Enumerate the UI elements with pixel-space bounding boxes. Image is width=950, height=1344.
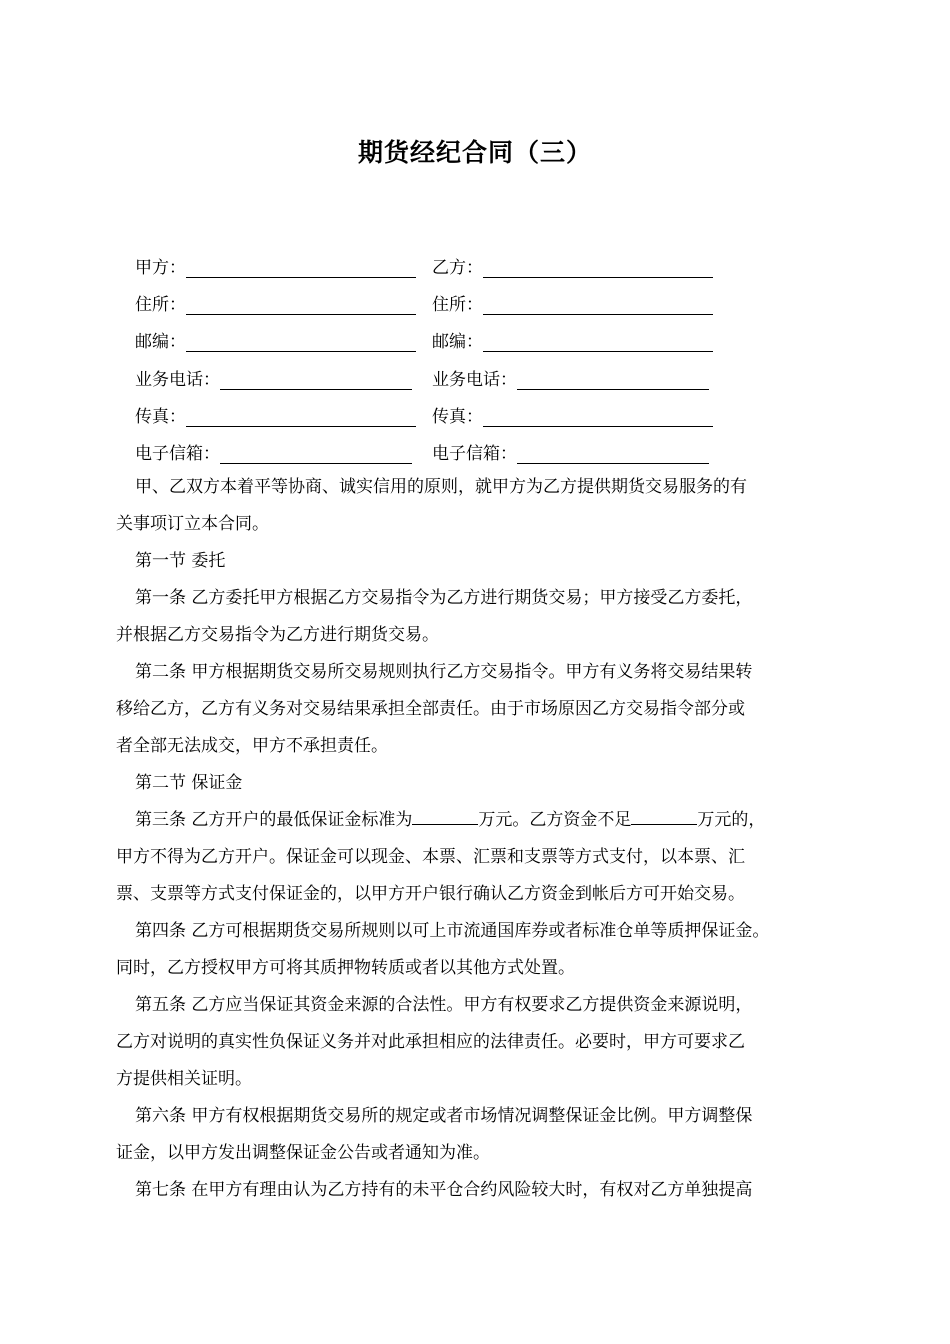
insufficient-fund-blank[interactable] [631, 806, 697, 825]
party-b-fax-blank[interactable] [483, 408, 713, 427]
party-a-postcode-label: 邮编： [135, 332, 186, 352]
article-5-line-1: 第五条 乙方应当保证其资金来源的合法性。甲方有权要求乙方提供资金来源说明， [135, 995, 753, 1015]
document-title: 期货经纪合同（三） [357, 138, 592, 167]
party-a-blank[interactable] [186, 259, 416, 278]
intro-line-2: 关事项订立本合同。 [116, 514, 269, 534]
article-3-line-1 [116, 802, 836, 839]
party-a-email-blank[interactable] [220, 445, 412, 464]
party-b-phone-blank[interactable] [517, 371, 709, 390]
section-2-heading: 第二节 保证金 [135, 773, 243, 793]
min-deposit-blank[interactable] [412, 806, 478, 825]
party-b-address-blank[interactable] [483, 296, 713, 315]
article-7-line-1: 第七条 在甲方有理由认为乙方持有的未平仓合约风险较大时，有权对乙方单独提高 [135, 1180, 753, 1200]
party-row-address [0, 290, 950, 320]
article-5-line-3: 方提供相关证明。 [116, 1069, 252, 1089]
party-b-phone-label: 业务电话： [432, 370, 517, 390]
article-4-line-1: 第四条 乙方可根据期货交易所规则以可上市流通国库券或者标准仓单等质押保证金。 [135, 921, 770, 941]
article-2-line-3: 者全部无法成交，甲方不承担责任。 [116, 736, 388, 756]
party-a-label: 甲方： [135, 258, 186, 278]
party-a-fax-blank[interactable] [186, 408, 416, 427]
party-a-email-label: 电子信箱： [135, 444, 220, 464]
article-6-line-2: 证金，以甲方发出调整保证金公告或者通知为准。 [116, 1143, 490, 1163]
party-row-fax [0, 402, 950, 432]
party-b-address-label: 住所： [432, 295, 483, 315]
party-b-label: 乙方： [432, 258, 483, 278]
party-a-postcode-blank[interactable] [186, 333, 416, 352]
party-b-postcode-blank[interactable] [483, 333, 713, 352]
party-row-postcode [0, 327, 950, 357]
article-2-line-2: 移给乙方，乙方有义务对交易结果承担全部责任。由于市场原因乙方交易指令部分或 [116, 699, 745, 719]
section-1-heading: 第一节 委托 [135, 551, 226, 571]
party-a-address-label: 住所： [135, 295, 186, 315]
party-a-fax-label: 传真： [135, 407, 186, 427]
article-4-line-2: 同时，乙方授权甲方可将其质押物转质或者以其他方式处置。 [116, 958, 575, 978]
party-a-phone-label: 业务电话： [135, 370, 220, 390]
intro-line-1: 甲、乙双方本着平等协商、诚实信用的原则，就甲方为乙方提供期货交易服务的有 [135, 477, 747, 497]
article-3-text-b: 万元。乙方资金不足 [478, 810, 632, 830]
party-a-phone-blank[interactable] [220, 371, 412, 390]
article-1-line-1: 第一条 乙方委托甲方根据乙方交易指令为乙方进行期货交易；甲方接受乙方委托， [135, 588, 753, 608]
article-3-line-2: 甲方不得为乙方开户。保证金可以现金、本票、汇票和支票等方式支付，以本票、汇 [116, 847, 745, 867]
article-3-text-c: 万元的， [697, 810, 766, 830]
contract-body [116, 469, 836, 1209]
article-6-line-1: 第六条 甲方有权根据期货交易所的规定或者市场情况调整保证金比例。甲方调整保 [135, 1106, 753, 1126]
party-b-blank[interactable] [483, 259, 713, 278]
article-3-text-a: 第三条 乙方开户的最低保证金标准为 [135, 810, 413, 830]
party-row-email [0, 439, 950, 469]
party-a-address-blank[interactable] [186, 296, 416, 315]
article-5-line-2: 乙方对说明的真实性负保证义务并对此承担相应的法律责任。必要时，甲方可要求乙 [116, 1032, 745, 1052]
party-b-postcode-label: 邮编： [432, 332, 483, 352]
party-b-fax-label: 传真： [432, 407, 483, 427]
party-b-email-label: 电子信箱： [432, 444, 517, 464]
party-b-email-blank[interactable] [517, 445, 709, 464]
party-row-name [0, 253, 950, 283]
article-1-line-2: 并根据乙方交易指令为乙方进行期货交易。 [116, 625, 439, 645]
article-3-line-3: 票、支票等方式支付保证金的，以甲方开户银行确认乙方资金到帐后方可开始交易。 [116, 884, 745, 904]
party-row-phone [0, 365, 950, 395]
article-2-line-1: 第二条 甲方根据期货交易所交易规则执行乙方交易指令。甲方有义务将交易结果转 [135, 662, 753, 682]
